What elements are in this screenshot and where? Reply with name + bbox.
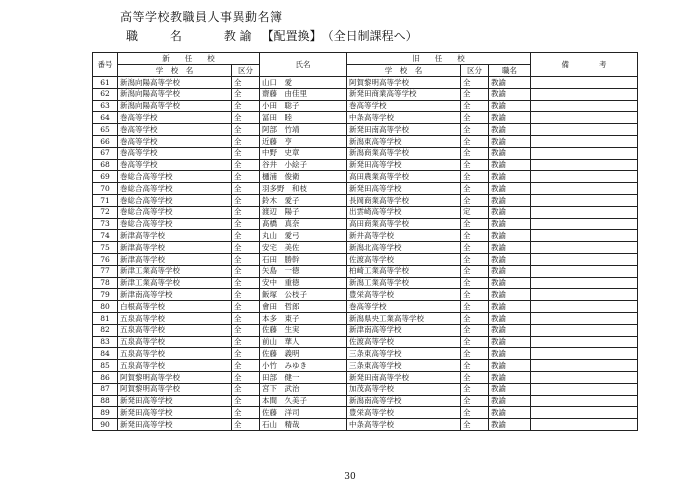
new-category: 全 (232, 348, 260, 360)
old-school: 新潟県央工業高等学校 (347, 312, 461, 324)
person-name: 中野 史章 (260, 147, 347, 159)
remarks (531, 336, 638, 348)
new-school: 新発田高等学校 (118, 395, 232, 407)
table-row (93, 100, 638, 112)
new-school: 五泉高等学校 (118, 348, 232, 360)
row-number: 71 (93, 194, 118, 206)
old-school: 新潟商業高等学校 (347, 147, 461, 159)
new-category: 全 (232, 277, 260, 289)
new-category: 全 (232, 218, 260, 230)
position: 教諭 (489, 194, 531, 206)
course-note: （全日制課程へ） (321, 29, 418, 43)
table-row (93, 159, 638, 171)
row-number: 67 (93, 147, 118, 159)
old-school: 新井高等学校 (347, 230, 461, 242)
position: 教諭 (489, 324, 531, 336)
old-school: 新発田南高等学校 (347, 124, 461, 136)
position: 教諭 (489, 124, 531, 136)
new-category: 全 (232, 100, 260, 112)
document-title: 高等学校教職員人事異動名簿 (120, 10, 283, 24)
person-name: 山口 愛 (260, 77, 347, 89)
old-category: 全 (461, 171, 489, 183)
person-name: 羽多野 和枝 (260, 183, 347, 195)
table-row (93, 124, 638, 136)
col-new-category: 区分 (232, 65, 260, 77)
row-number: 77 (93, 265, 118, 277)
remarks (531, 301, 638, 313)
new-school: 巻高等学校 (118, 147, 232, 159)
remarks (531, 218, 638, 230)
col-new-post: 新 任 校 (118, 53, 260, 65)
new-school: 五泉高等学校 (118, 336, 232, 348)
old-school: 佐渡高等学校 (347, 253, 461, 265)
position: 教諭 (489, 277, 531, 289)
table-row (93, 324, 638, 336)
old-school: 豊栄高等学校 (347, 289, 461, 301)
new-school: 五泉高等学校 (118, 312, 232, 324)
new-category: 全 (232, 336, 260, 348)
old-category: 全 (461, 194, 489, 206)
remarks (531, 171, 638, 183)
new-school: 新津高等学校 (118, 253, 232, 265)
col-remarks: 備 考 (531, 53, 638, 77)
new-category: 全 (232, 88, 260, 100)
new-category: 全 (232, 194, 260, 206)
new-category: 全 (232, 289, 260, 301)
position: 教諭 (489, 383, 531, 395)
remarks (531, 312, 638, 324)
remarks (531, 159, 638, 171)
old-category: 全 (461, 289, 489, 301)
new-category: 全 (232, 419, 260, 431)
remarks (531, 348, 638, 360)
new-school: 巻高等学校 (118, 124, 232, 136)
table-row (93, 171, 638, 183)
old-school: 三条東高等学校 (347, 360, 461, 372)
remarks (531, 277, 638, 289)
position: 教諭 (489, 371, 531, 383)
position: 教諭 (489, 88, 531, 100)
row-number: 72 (93, 206, 118, 218)
position: 教諭 (489, 253, 531, 265)
new-school: 新津工業高等学校 (118, 277, 232, 289)
row-number: 75 (93, 242, 118, 254)
row-number: 74 (93, 230, 118, 242)
new-category: 全 (232, 124, 260, 136)
old-category: 全 (461, 88, 489, 100)
position: 教諭 (489, 183, 531, 195)
new-category: 全 (232, 135, 260, 147)
table-row (93, 147, 638, 159)
row-number: 66 (93, 135, 118, 147)
old-school: 三条東高等学校 (347, 348, 461, 360)
person-name: 宮下 武治 (260, 383, 347, 395)
old-school: 高田商業高等学校 (347, 218, 461, 230)
person-name: 石田 勝幹 (260, 253, 347, 265)
new-school: 巻総合高等学校 (118, 194, 232, 206)
col-old-category: 区分 (461, 65, 489, 77)
old-category: 全 (461, 218, 489, 230)
person-name: 安中 重徳 (260, 277, 347, 289)
new-category: 全 (232, 371, 260, 383)
row-number: 62 (93, 88, 118, 100)
new-school: 阿賀黎明高等学校 (118, 383, 232, 395)
job-label: 職 名 (126, 29, 196, 43)
row-number: 65 (93, 124, 118, 136)
old-category: 全 (461, 312, 489, 324)
new-school: 新発田高等学校 (118, 407, 232, 419)
old-school: 高田農業高等学校 (347, 171, 461, 183)
person-name: 齋藤 由佳里 (260, 88, 347, 100)
table-row (93, 242, 638, 254)
person-name: 矢島 一徳 (260, 265, 347, 277)
change-type: 【配置換】 (261, 29, 322, 43)
new-school: 巻総合高等学校 (118, 218, 232, 230)
new-school: 巻総合高等学校 (118, 171, 232, 183)
new-school: 新津工業高等学校 (118, 265, 232, 277)
position: 教諭 (489, 171, 531, 183)
page-number: 30 (344, 472, 356, 482)
position: 教諭 (489, 135, 531, 147)
new-school: 新潟向陽高等学校 (118, 88, 232, 100)
position: 教諭 (489, 407, 531, 419)
remarks (531, 135, 638, 147)
position: 教諭 (489, 265, 531, 277)
old-category: 全 (461, 301, 489, 313)
position: 教諭 (489, 348, 531, 360)
row-number: 87 (93, 383, 118, 395)
new-category: 全 (232, 265, 260, 277)
col-position: 職名 (489, 65, 531, 77)
old-school: 加茂高等学校 (347, 383, 461, 395)
old-school: 出雲崎高等学校 (347, 206, 461, 218)
row-number: 64 (93, 112, 118, 124)
old-category: 全 (461, 265, 489, 277)
remarks (531, 230, 638, 242)
old-category: 全 (461, 147, 489, 159)
row-number: 88 (93, 395, 118, 407)
remarks (531, 77, 638, 89)
row-number: 63 (93, 100, 118, 112)
new-school: 五泉高等学校 (118, 324, 232, 336)
remarks (531, 407, 638, 419)
old-category: 全 (461, 253, 489, 265)
old-school: 新発田高等学校 (347, 183, 461, 195)
new-school: 阿賀黎明高等学校 (118, 371, 232, 383)
job-value: 教 諭 (223, 29, 252, 43)
table-row (93, 183, 638, 195)
table-row (93, 253, 638, 265)
row-number: 79 (93, 289, 118, 301)
position: 教諭 (489, 395, 531, 407)
old-school: 新潟東高等学校 (347, 135, 461, 147)
remarks (531, 124, 638, 136)
remarks (531, 324, 638, 336)
person-name: 佐藤 洋司 (260, 407, 347, 419)
old-category: 全 (461, 100, 489, 112)
col-new-school: 学 校 名 (118, 65, 232, 77)
new-school: 白根高等学校 (118, 301, 232, 313)
position: 教諭 (489, 360, 531, 372)
position: 教諭 (489, 206, 531, 218)
table-row (93, 218, 638, 230)
person-name: 飯塚 公枝子 (260, 289, 347, 301)
old-category: 全 (461, 419, 489, 431)
old-school: 新発田商業高等学校 (347, 88, 461, 100)
position: 教諭 (489, 77, 531, 89)
person-name: 石山 精哉 (260, 419, 347, 431)
table-row (93, 419, 638, 431)
table-row (93, 312, 638, 324)
row-number: 70 (93, 183, 118, 195)
row-number: 61 (93, 77, 118, 89)
person-name: 佐藤 生実 (260, 324, 347, 336)
new-category: 全 (232, 324, 260, 336)
position: 教諭 (489, 100, 531, 112)
row-number: 78 (93, 277, 118, 289)
remarks (531, 289, 638, 301)
position: 教諭 (489, 336, 531, 348)
person-name: 本多 東子 (260, 312, 347, 324)
person-name: 前山 華人 (260, 336, 347, 348)
table-row (93, 360, 638, 372)
header-row-top (93, 53, 638, 65)
position: 教諭 (489, 147, 531, 159)
person-name: 渡辺 陽子 (260, 206, 347, 218)
remarks (531, 360, 638, 372)
row-number: 81 (93, 312, 118, 324)
row-number: 86 (93, 371, 118, 383)
table-row (93, 265, 638, 277)
col-old-school: 学 校 名 (347, 65, 461, 77)
new-category: 全 (232, 183, 260, 195)
old-school: 新発田南高等学校 (347, 371, 461, 383)
old-category: 全 (461, 230, 489, 242)
person-name: 鈴木 愛子 (260, 194, 347, 206)
new-school: 新発田高等学校 (118, 419, 232, 431)
old-category: 全 (461, 336, 489, 348)
row-number: 76 (93, 253, 118, 265)
position: 教諭 (489, 159, 531, 171)
position: 教諭 (489, 218, 531, 230)
new-school: 新津高等学校 (118, 230, 232, 242)
person-name: 小田 聡子 (260, 100, 347, 112)
new-school: 巻総合高等学校 (118, 183, 232, 195)
table-row (93, 289, 638, 301)
person-name: 樋浦 俊衛 (260, 171, 347, 183)
position: 教諭 (489, 419, 531, 431)
remarks (531, 100, 638, 112)
row-number: 83 (93, 336, 118, 348)
old-school: 巻高等学校 (347, 301, 461, 313)
new-school: 新津南高等学校 (118, 289, 232, 301)
row-number: 85 (93, 360, 118, 372)
new-category: 全 (232, 206, 260, 218)
table-row (93, 348, 638, 360)
new-school: 新潟向陽高等学校 (118, 77, 232, 89)
table-row (93, 395, 638, 407)
position: 教諭 (489, 312, 531, 324)
table-row (93, 371, 638, 383)
old-category: 全 (461, 277, 489, 289)
table-body (93, 77, 638, 431)
row-number: 90 (93, 419, 118, 431)
old-school: 新潟工業高等学校 (347, 277, 461, 289)
person-name: 會田 哲郎 (260, 301, 347, 313)
remarks (531, 371, 638, 383)
person-name: 冨田 睦 (260, 112, 347, 124)
new-school: 五泉高等学校 (118, 360, 232, 372)
row-number: 82 (93, 324, 118, 336)
remarks (531, 242, 638, 254)
person-name: 田部 健一 (260, 371, 347, 383)
personnel-table (92, 52, 638, 431)
remarks (531, 206, 638, 218)
remarks (531, 194, 638, 206)
table-row (93, 383, 638, 395)
old-school: 巻高等学校 (347, 100, 461, 112)
old-school: 長岡商業高等学校 (347, 194, 461, 206)
remarks (531, 183, 638, 195)
col-number: 番号 (93, 53, 118, 77)
new-category: 全 (232, 77, 260, 89)
row-number: 73 (93, 218, 118, 230)
person-name: 近藤 亨 (260, 135, 347, 147)
table-row (93, 206, 638, 218)
old-category: 全 (461, 360, 489, 372)
old-school: 中条高等学校 (347, 112, 461, 124)
row-number: 80 (93, 301, 118, 313)
new-category: 全 (232, 112, 260, 124)
new-category: 全 (232, 147, 260, 159)
person-name: 小竹 みゆき (260, 360, 347, 372)
subtitle-line (126, 27, 418, 44)
table-row (93, 112, 638, 124)
old-category: 全 (461, 383, 489, 395)
new-category: 全 (232, 159, 260, 171)
remarks (531, 265, 638, 277)
old-school: 阿賀黎明高等学校 (347, 77, 461, 89)
new-category: 全 (232, 301, 260, 313)
position: 教諭 (489, 289, 531, 301)
old-school: 新潟南高等学校 (347, 395, 461, 407)
person-name: 本間 久美子 (260, 395, 347, 407)
position: 教諭 (489, 242, 531, 254)
table-row (93, 135, 638, 147)
col-old-post: 旧 任 校 (347, 53, 531, 65)
old-school: 中条高等学校 (347, 419, 461, 431)
new-category: 全 (232, 171, 260, 183)
remarks (531, 383, 638, 395)
row-number: 68 (93, 159, 118, 171)
person-name: 丸山 愛弓 (260, 230, 347, 242)
new-category: 全 (232, 230, 260, 242)
old-category: 全 (461, 407, 489, 419)
remarks (531, 419, 638, 431)
position: 教諭 (489, 301, 531, 313)
person-name: 佐藤 義明 (260, 348, 347, 360)
person-name: 谷井 小絵子 (260, 159, 347, 171)
old-school: 豊栄高等学校 (347, 407, 461, 419)
new-school: 巻高等学校 (118, 159, 232, 171)
new-category: 全 (232, 312, 260, 324)
remarks (531, 88, 638, 100)
remarks (531, 112, 638, 124)
new-category: 全 (232, 253, 260, 265)
old-category: 定 (461, 206, 489, 218)
person-name: 髙橋 真奈 (260, 218, 347, 230)
table-row (93, 194, 638, 206)
row-number: 89 (93, 407, 118, 419)
new-category: 全 (232, 360, 260, 372)
old-category: 全 (461, 395, 489, 407)
old-school: 新潟北高等学校 (347, 242, 461, 254)
old-category: 全 (461, 348, 489, 360)
new-school: 巻高等学校 (118, 112, 232, 124)
remarks (531, 147, 638, 159)
table-row (93, 277, 638, 289)
table-row (93, 301, 638, 313)
col-name: 氏名 (260, 53, 347, 77)
remarks (531, 253, 638, 265)
table-row (93, 336, 638, 348)
position: 教諭 (489, 230, 531, 242)
table-row (93, 407, 638, 419)
old-school: 佐渡高等学校 (347, 336, 461, 348)
new-category: 全 (232, 242, 260, 254)
new-category: 全 (232, 395, 260, 407)
person-name: 安宅 美佐 (260, 242, 347, 254)
new-school: 新津高等学校 (118, 242, 232, 254)
old-category: 全 (461, 371, 489, 383)
table-row (93, 88, 638, 100)
row-number: 84 (93, 348, 118, 360)
old-category: 全 (461, 112, 489, 124)
old-category: 全 (461, 124, 489, 136)
old-category: 全 (461, 183, 489, 195)
old-category: 全 (461, 324, 489, 336)
old-school: 柏崎工業高等学校 (347, 265, 461, 277)
row-number: 69 (93, 171, 118, 183)
person-name: 阿部 竹靖 (260, 124, 347, 136)
old-category: 全 (461, 135, 489, 147)
old-category: 全 (461, 77, 489, 89)
position: 教諭 (489, 112, 531, 124)
table-row (93, 230, 638, 242)
old-category: 全 (461, 159, 489, 171)
new-school: 巻総合高等学校 (118, 206, 232, 218)
new-category: 全 (232, 407, 260, 419)
new-school: 巻高等学校 (118, 135, 232, 147)
table-row (93, 77, 638, 89)
old-school: 新津南高等学校 (347, 324, 461, 336)
new-school: 新潟向陽高等学校 (118, 100, 232, 112)
new-category: 全 (232, 383, 260, 395)
old-category: 全 (461, 242, 489, 254)
remarks (531, 395, 638, 407)
old-school: 新発田高等学校 (347, 159, 461, 171)
